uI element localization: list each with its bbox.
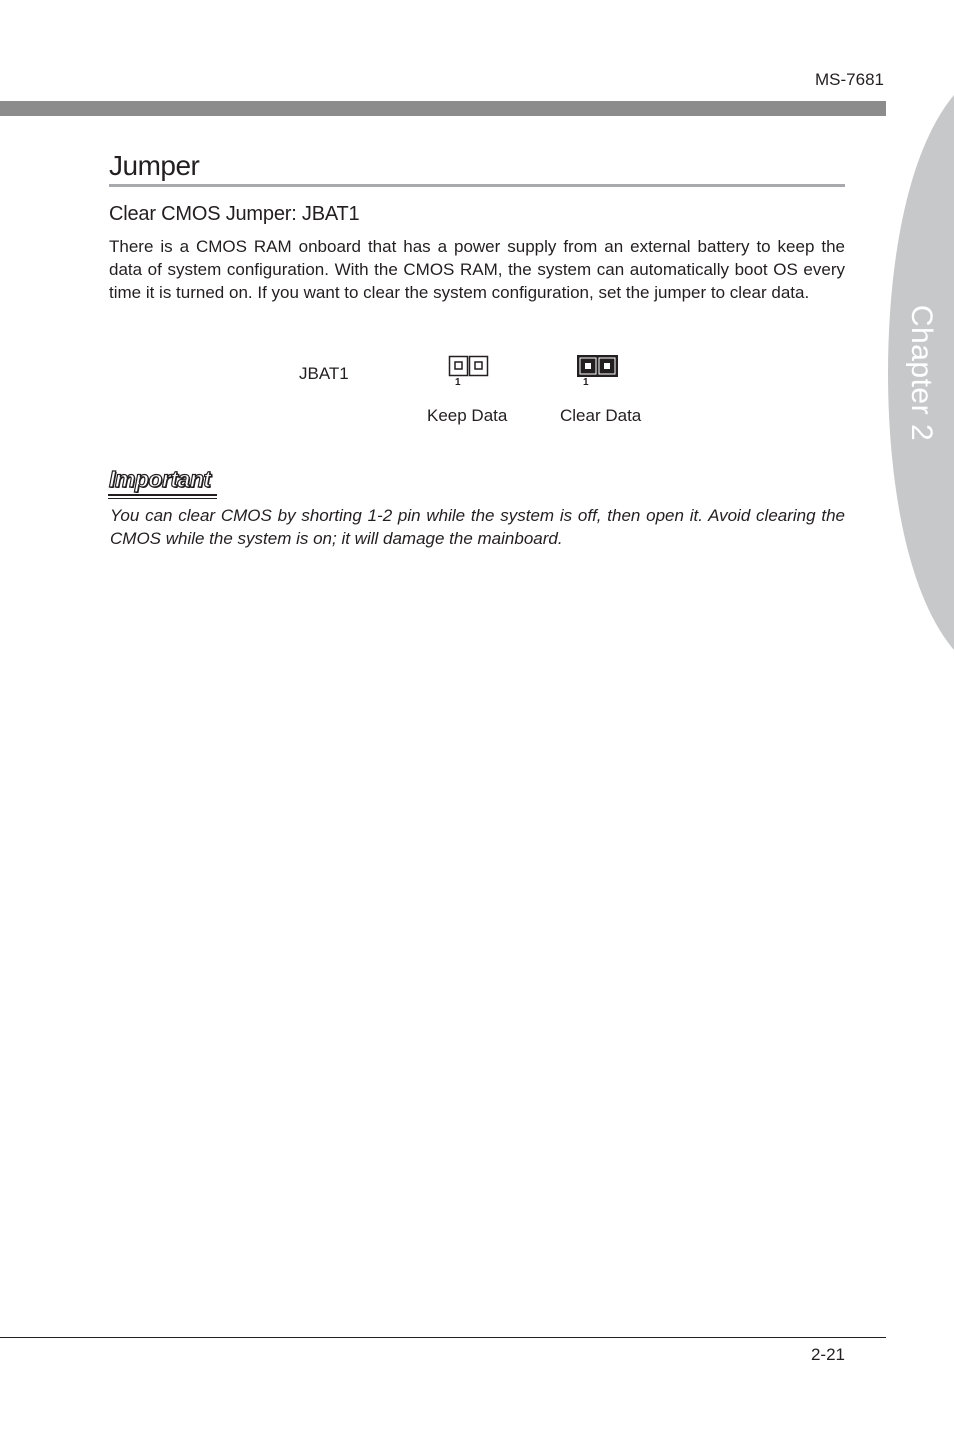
- jumper-name-label: JBAT1: [299, 364, 349, 383]
- section-body: There is a CMOS RAM onboard that has a power supply from an external battery to keep the data of system configuration. With the CMOS RAM, the system can automatically boot OS every time it is turned on. If you want to clear the system configuration, set the jumper to clear data.: [109, 237, 845, 302]
- clear-data-caption: Clear Data: [560, 406, 642, 425]
- footer-rule: [0, 1337, 886, 1338]
- keep-data-caption: Keep Data: [427, 406, 508, 425]
- model-number: MS-7681: [815, 70, 884, 89]
- important-note: You can clear CMOS by shorting 1-2 pin while the system is off, then open it. Avoid clearing the CMOS while the system is on; it will damage the mainboard.: [110, 506, 845, 548]
- chapter-label: Chapter 2: [905, 304, 938, 442]
- important-underline-thin: [108, 498, 217, 499]
- header-bar: [0, 101, 886, 116]
- page-title: Jumper: [109, 150, 200, 181]
- section-heading: Clear CMOS Jumper: JBAT1: [109, 203, 360, 225]
- clear-data-pin-number: 1: [583, 377, 589, 388]
- keep-data-pin-number: 1: [455, 377, 461, 388]
- page-number: 2-21: [810, 1345, 845, 1364]
- important-label: Important: [109, 466, 211, 492]
- important-underline: [108, 494, 217, 496]
- title-underline: [109, 184, 845, 187]
